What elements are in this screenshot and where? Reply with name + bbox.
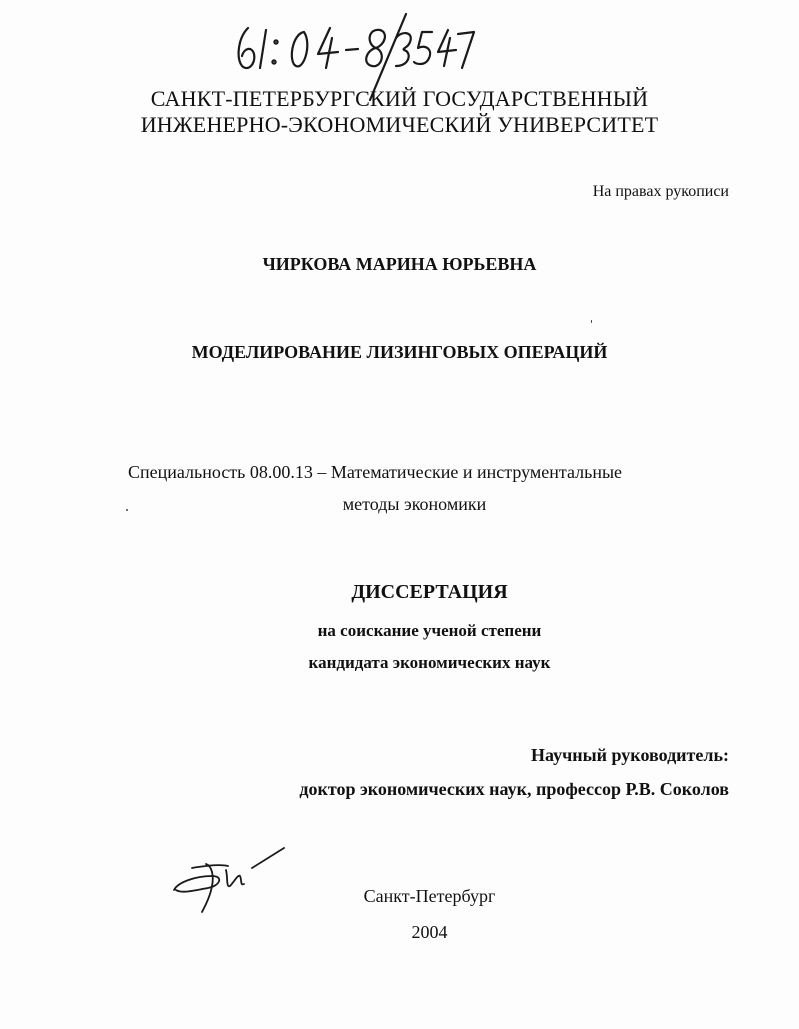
place-and-year [0,878,799,950]
specialty-line-2: методы экономики [342,494,487,514]
supervisor-name: доктор экономических наук, профессор Р.В. Соколов [299,779,729,799]
author-name: ЧИРКОВА МАРИНА ЮРЬЕВНА [262,254,537,274]
scan-speck [126,509,128,511]
document-type [0,581,799,679]
scan-speck [591,320,592,323]
university-name-line-2: ИНЖЕНЕРНО-ЭКОНОМИЧЕСКИЙ УНИВЕРСИТЕТ [140,112,659,137]
degree-line-1: на соискание ученой степени [317,621,542,640]
year: 2004 [411,922,448,942]
city: Санкт-Петербург [363,886,496,906]
university-name [0,86,799,138]
manuscript-rights-note: На правах рукописи [592,183,729,200]
specialty-line-1: Специальность 08.00.13 – Математические и инструментальные [128,462,623,482]
specialty [0,456,799,520]
dissertation-title: МОДЕЛИРОВАНИЕ ЛИЗИНГОВЫХ ОПЕРАЦИЙ [191,342,608,362]
supervisor-label: Научный руководитель: [531,745,729,765]
scientific-supervisor [299,738,729,806]
document-type-heading: ДИССЕРТАЦИЯ [351,581,508,603]
university-name-line-1: САНКТ-ПЕТЕРБУРГСКИЙ ГОСУДАРСТВЕННЫЙ [150,86,649,111]
degree-line-2: кандидата экономических наук [308,653,551,672]
